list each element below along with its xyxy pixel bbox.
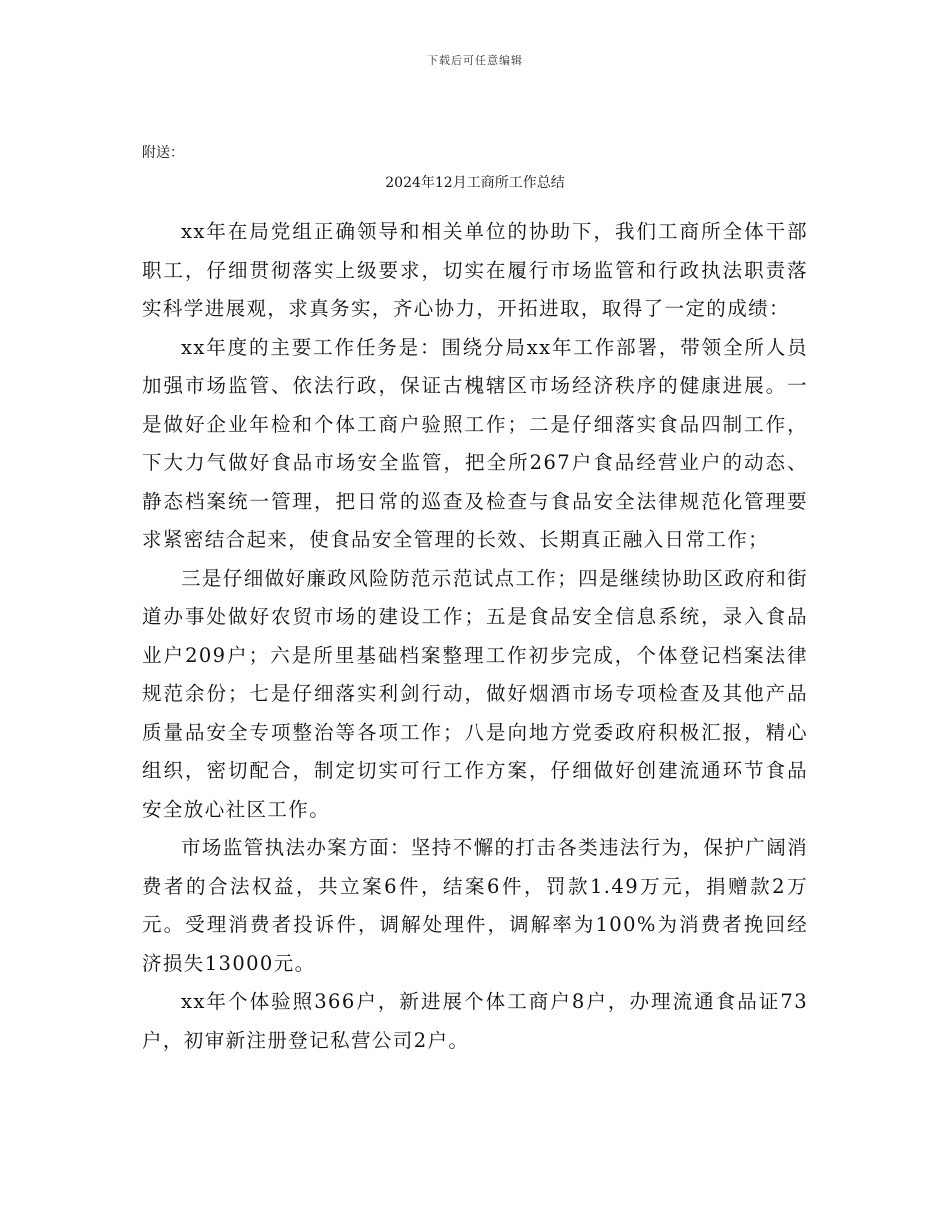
document-body bbox=[142, 213, 808, 1060]
body-paragraph: 三是仔细做好廉政风险防范示范试点工作；四是继续协助区政府和街道办事处做好农贸市场的建设工作；五是食品安全信息系统，录入食品业户209户；六是所里基础档案整理工作初步完成，个体登记档案法律规范余份；七是仔细落实利剑行动，做好烟酒市场专项检查及其他产品质量品安全专项整治等各项工作；八是向地方党委政府积极汇报，精心组织，密切配合，制定切实可行工作方案，仔细做好创建流通环节食品安全放心社区工作。 bbox=[142, 566, 809, 821]
document-title: 2024年12月工商所工作总结 bbox=[385, 175, 565, 191]
body-paragraph: 市场监管执法办案方面：坚持不懈的打击各类违法行为，保护广阔消费者的合法权益，共立案6件，结案6件，罚款1.49万元，捐赠款2万元。受理消费者投诉件，调解处理件，调解率为100%为消费者挽回经济损失13000元。 bbox=[142, 836, 809, 975]
attachment-label: 附送： bbox=[142, 145, 184, 161]
body-paragraph: xx年度的主要工作任务是：围绕分局xx年工作部署，带领全所人员加强市场监管、依法行政，保证古槐辖区市场经济秩序的健康进展。一是做好企业年检和个体工商户验照工作；二是仔细落实食品四制工作，下大力气做好食品市场安全监管，把全所267户食品经营业户的动态、静态档案统一管理，把日常的巡查及检查与食品安全法律规范化管理要求紧密结合起来，使食品安全管理的长效、长期真正融入日常工作； bbox=[142, 335, 808, 551]
body-paragraph: xx年在局党组正确领导和相关单位的协助下，我们工商所全体干部职工，仔细贯彻落实上级要求，切实在履行市场监管和行政执法职责落实科学进展观，求真务实，齐心协力，开拓进取，取得了一定的成绩： bbox=[142, 220, 808, 320]
body-paragraph: xx年个体验照366户，新进展个体工商户8户，办理流通食品证73户，初审新注册登记私营公司2户。 bbox=[142, 990, 808, 1052]
page-header: 下载后可任意编辑 bbox=[427, 54, 523, 67]
